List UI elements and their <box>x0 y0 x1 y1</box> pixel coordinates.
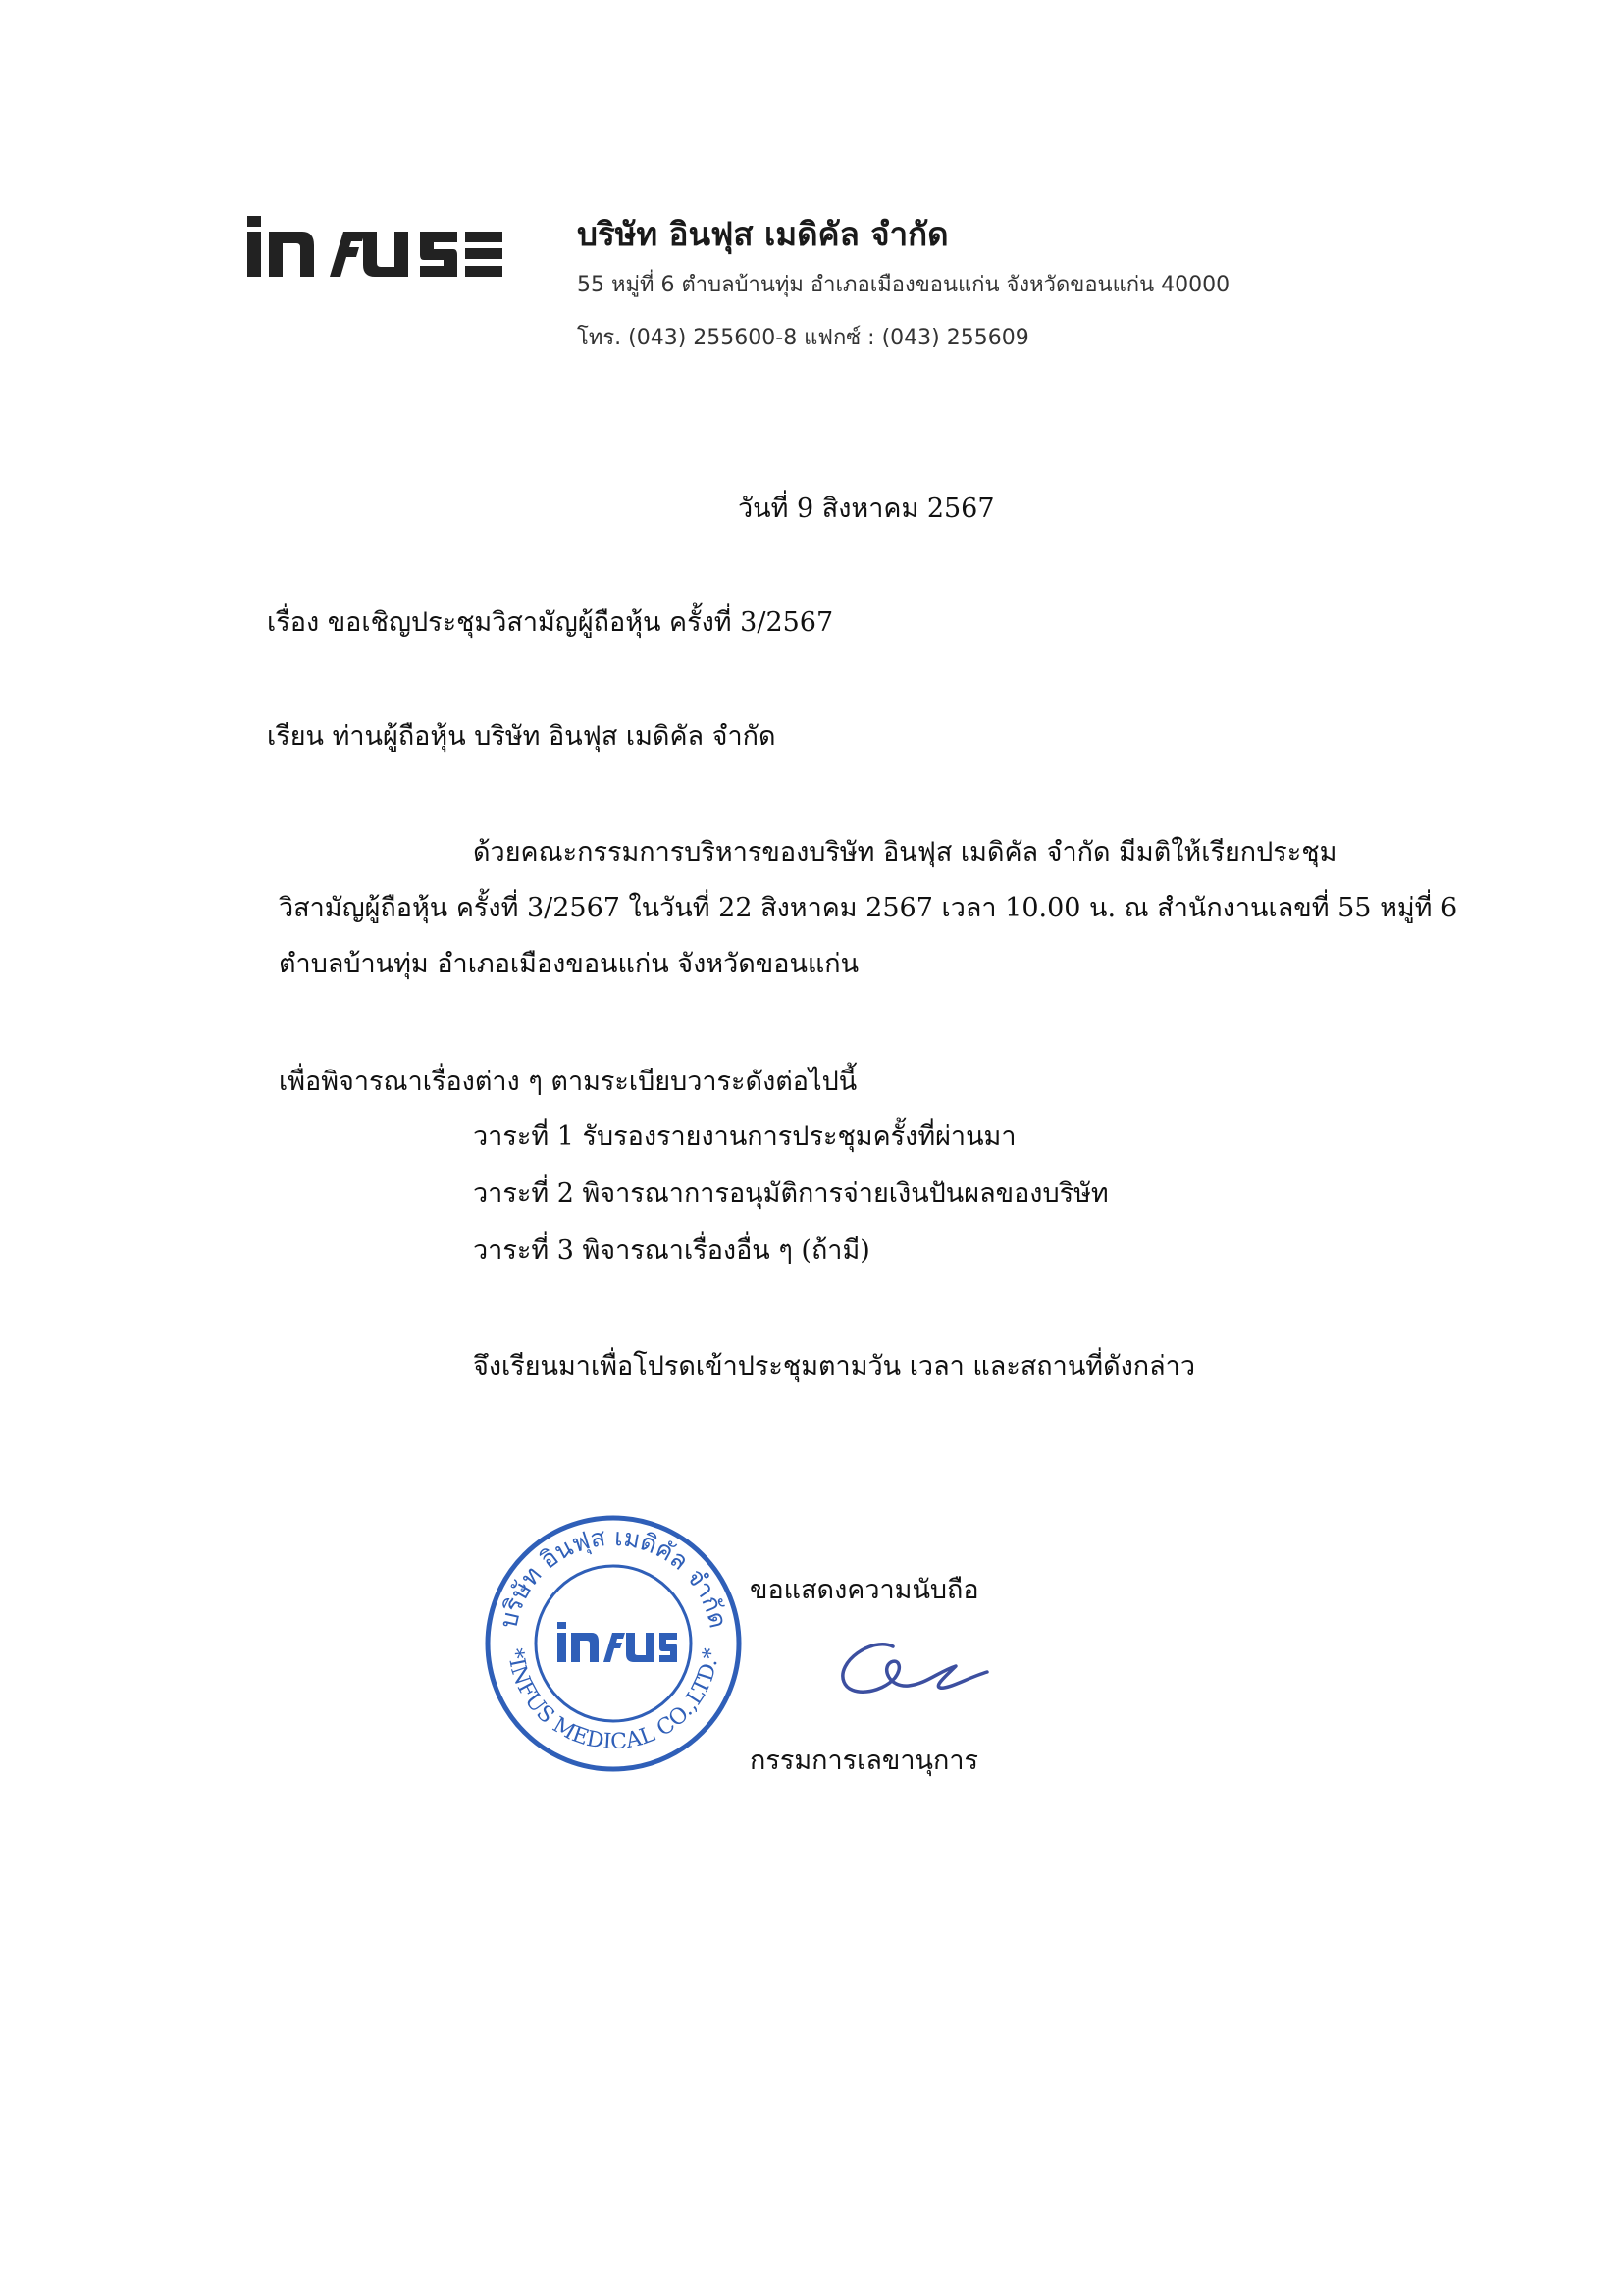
paragraph-line: ด้วยคณะกรรมการบริหารของบริษัท อินฟุส เมดิคัล จำกัด มีมติให้เรียกประชุม <box>473 837 1337 867</box>
company-name: บริษัท อินฟุส เมดิคัล จำกัด <box>577 215 949 253</box>
agenda-intro: เพื่อพิจารณาเรื่องต่าง ๆ ตามระเบียบวาระดังต่อไปนี้ <box>279 1067 858 1097</box>
company-address: 55 หมู่ที่ 6 ตำบลบ้านทุ่ม อำเภอเมืองขอนแก่น จังหวัดขอนแก่น 40000 <box>577 273 1230 297</box>
paragraph-line: วิสามัญผู้ถือหุ้น ครั้งที่ 3/2567 ในวันที่ 22 สิงหาคม 2567 เวลา 10.00 น. ณ สำนักงานเลขที่ 55 หมู่ที่ 6 <box>279 893 1458 923</box>
letter-subject: เรื่อง ขอเชิญประชุมวิสามัญผู้ถือหุ้น ครั้งที่ 3/2567 <box>267 607 834 638</box>
signer-title: กรรมการเลขานุการ <box>750 1746 979 1776</box>
regards-text: ขอแสดงความนับถือ <box>750 1575 979 1605</box>
agenda-item: วาระที่ 1 รับรองรายงานการประชุมครั้งที่ผ่านมา <box>473 1122 1017 1152</box>
letter-closing: จึงเรียนมาเพื่อโปรดเข้าประชุมตามวัน เวลา และสถานที่ดังกล่าว <box>473 1351 1196 1382</box>
company-logo <box>247 216 502 279</box>
company-seal <box>481 1511 746 1776</box>
letter-date: วันที่ 9 สิงหาคม 2567 <box>738 494 995 524</box>
handwritten-signature <box>830 1633 993 1709</box>
svg-text:*INFUS MEDICAL CO.,LTD.*: *INFUS MEDICAL CO.,LTD.* <box>502 1646 724 1755</box>
svg-text:บริษัท อินฟุส เมดิคัล จำกัด: บริษัท อินฟุส เมดิคัล จำกัด <box>494 1522 733 1631</box>
letter-salutation: เรียน ท่านผู้ถือหุ้น บริษัท อินฟุส เมดิคัล จำกัด <box>267 721 776 752</box>
agenda-item: วาระที่ 2 พิจารณาการอนุมัติการจ่ายเงินปันผลของบริษัท <box>473 1178 1109 1209</box>
paragraph-line: ตำบลบ้านทุ่ม อำเภอเมืองขอนแก่น จังหวัดขอนแก่น <box>279 949 860 979</box>
company-contact: โทร. (043) 255600-8 แฟกซ์ : (043) 255609 <box>577 326 1029 350</box>
agenda-item: วาระที่ 3 พิจารณาเรื่องอื่น ๆ (ถ้ามี) <box>473 1235 870 1266</box>
